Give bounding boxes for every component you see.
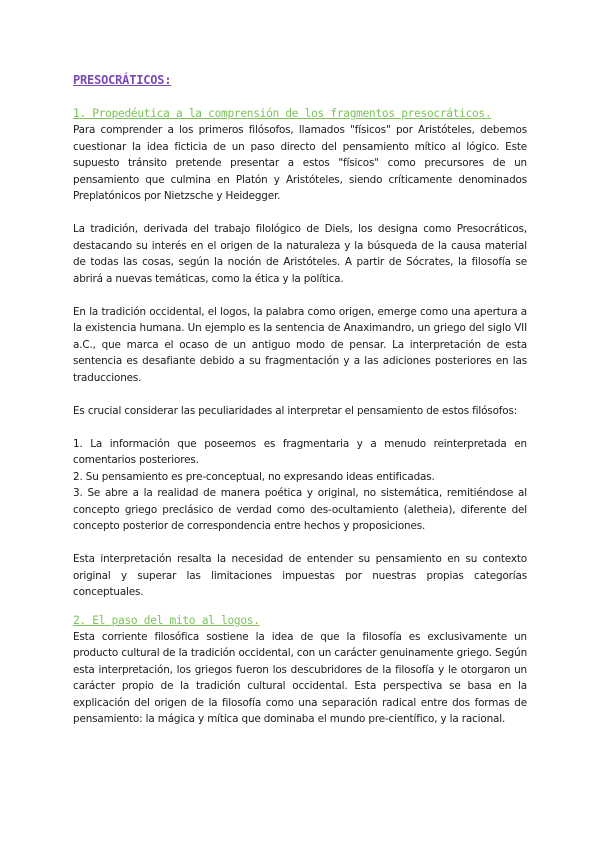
- paragraph-myth-to-logos: Esta corriente filosófica sostiene la idea de que la filosofía es exclusivamente un producto cultural de la tradición occidental, con un carácter genuinamente griego. Según esta interpretación, los griegos fueron los descubridores de la filosofía y le otorgaron un carácter propio de la tradición cultural occidental. Esta perspectiva se basa en la explicación del origen de la filosofía como una separación radical entre dos formas de pensamiento: la mágica y mítica que dominaba el mundo pre-científico, y la racional.: [73, 630, 527, 725]
- list-item: 2. Su pensamiento es pre-conceptual, no expresando ideas entificadas.: [73, 470, 435, 483]
- paragraph-logos: En la tradición occidental, el logos, la palabra como origen, emerge como una apertura a la existencia humana. Un ejemplo es la sentencia de Anaximandro, un griego del siglo VII a.C., que marca el ocaso de un antiguo modo de pensar. La interpretación de esta sentencia es desafiante debido a su fragmentación y a las adiciones posteriores en las traducciones.: [73, 305, 527, 384]
- section-heading-2: 2. El paso del mito al logos.: [73, 613, 260, 627]
- list-item: 3. Se abre a la realidad de manera poética y original, no sistemática, remitiéndose al concepto griego preclásico de verdad como des-ocultamiento (aletheia), diferente del concepto posterior de correspondencia entre hechos y proposiciones.: [73, 487, 527, 532]
- section-heading-1: 1. Propedéutica a la comprensión de los fragmentos presocráticos.: [73, 107, 492, 120]
- page-title: PRESOCRÁTICOS:: [73, 73, 172, 87]
- paragraph-tradition-diels: La tradición, derivada del trabajo filológico de Diels, los designa como Presocráticos, destacando su interés en el origen de la naturaleza y la búsqueda de la causa material de todas las cosas, según la noción de Aristóteles. A partir de Sócrates, la filosofía se abrirá a nuevas temáticas, como la ética y la política.: [73, 223, 527, 285]
- document-page: [73, 72, 527, 728]
- paragraph-peculiarities-intro: Es crucial considerar las peculiaridades al interpretar el pensamiento de estos filósofos:: [73, 404, 518, 417]
- paragraph-closing: Esta interpretación resalta la necesidad de entender su pensamiento en su contexto original y superar las limitaciones impuestas por nuestras propias categorías conceptuales.: [73, 553, 527, 598]
- paragraph-physics-philosophers: Para comprender a los primeros filósofos, llamados "físicos" por Aristóteles, debemos cuestionar la idea ficticia de un paso directo del pensamiento mítico al lógico. Este supuesto tránsito pretende presentar a estos "físicos" como precursores de un pensamiento que culmina en Platón y Aristóteles, siendo críticamente denominados Preplatónicos por Nietzsche y Heidegger.: [73, 124, 527, 202]
- list-item: 1. La información que poseemos es fragmentaria y a menudo reinterpretada en comentarios posteriores.: [73, 437, 527, 466]
